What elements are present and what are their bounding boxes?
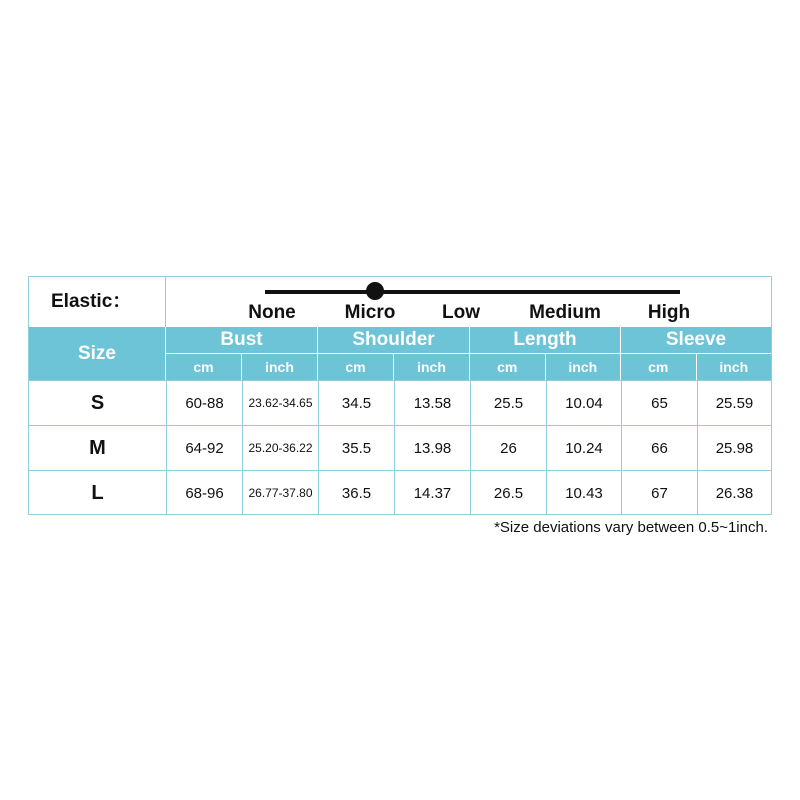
table-header: [29, 327, 771, 380]
elastic-level-high: High: [647, 302, 691, 323]
bust-header: Bust: [166, 327, 317, 354]
size-chart-table: [28, 276, 772, 515]
bust-inch-cell: 26.77-37.80: [242, 471, 318, 515]
length-inch-cell: 10.24: [546, 426, 621, 470]
sleeve-inch-cell: 25.59: [697, 381, 771, 425]
size-deviation-note: *Size deviations vary between 0.5~1inch.: [494, 519, 768, 536]
shoulder-cm-cell: 34.5: [318, 381, 394, 425]
elastic-level-none: None: [248, 302, 296, 323]
length-cm-cell: 26.5: [470, 471, 546, 515]
size-cell: L: [91, 481, 104, 504]
table-row: [29, 470, 771, 515]
length-inch-cell: 10.43: [546, 471, 621, 515]
shoulder-inch-cell: 13.58: [394, 381, 470, 425]
sleeve-header-group: [621, 327, 771, 380]
length-inch-cell: 10.04: [546, 381, 621, 425]
bust-cm-cell: 64-92: [166, 426, 242, 470]
elastic-scale-row: [29, 277, 771, 327]
elastic-level-medium: Medium: [529, 302, 601, 323]
bust-cm-cell: 68-96: [166, 471, 242, 515]
table-row: [29, 425, 771, 470]
shoulder-header-group: [318, 327, 470, 380]
shoulder-cm-cell: 36.5: [318, 471, 394, 515]
length-cm-cell: 25.5: [470, 381, 546, 425]
shoulder-inch-header: inch: [393, 354, 469, 380]
size-cell: S: [90, 391, 105, 414]
elastic-label: Elastic：: [29, 277, 166, 327]
sleeve-cm-cell: 65: [621, 381, 697, 425]
bust-inch-cell: 25.20-36.22: [242, 426, 318, 470]
elastic-selected-marker: [366, 282, 384, 300]
length-cm-cell: 26: [470, 426, 546, 470]
elastic-level-micro: Micro: [344, 302, 396, 323]
sleeve-header: Sleeve: [621, 327, 771, 354]
bust-cm-cell: 60-88: [166, 381, 242, 425]
length-header: Length: [470, 327, 620, 354]
elastic-scale-line: [265, 290, 680, 294]
shoulder-inch-cell: 13.98: [394, 426, 470, 470]
bust-inch-cell: 23.62-34.65: [242, 381, 318, 425]
table-row: [29, 380, 771, 425]
sleeve-inch-header: inch: [696, 354, 772, 380]
sleeve-cm-cell: 67: [621, 471, 697, 515]
sleeve-inch-cell: 26.38: [697, 471, 771, 515]
sleeve-cm-cell: 66: [621, 426, 697, 470]
shoulder-cm-header: cm: [345, 359, 366, 375]
sleeve-cm-header: cm: [648, 359, 669, 375]
bust-inch-header: inch: [241, 354, 317, 380]
shoulder-cm-cell: 35.5: [318, 426, 394, 470]
size-cell: M: [89, 436, 106, 459]
elastic-level-low: Low: [442, 302, 480, 323]
length-cm-header: cm: [497, 359, 518, 375]
bust-cm-header: cm: [193, 359, 214, 375]
shoulder-header: Shoulder: [318, 327, 469, 354]
sleeve-inch-cell: 25.98: [697, 426, 771, 470]
length-inch-header: inch: [545, 354, 621, 380]
shoulder-inch-cell: 14.37: [394, 471, 470, 515]
bust-header-group: [166, 327, 318, 380]
size-column-header: Size: [29, 327, 166, 380]
length-header-group: [470, 327, 621, 380]
